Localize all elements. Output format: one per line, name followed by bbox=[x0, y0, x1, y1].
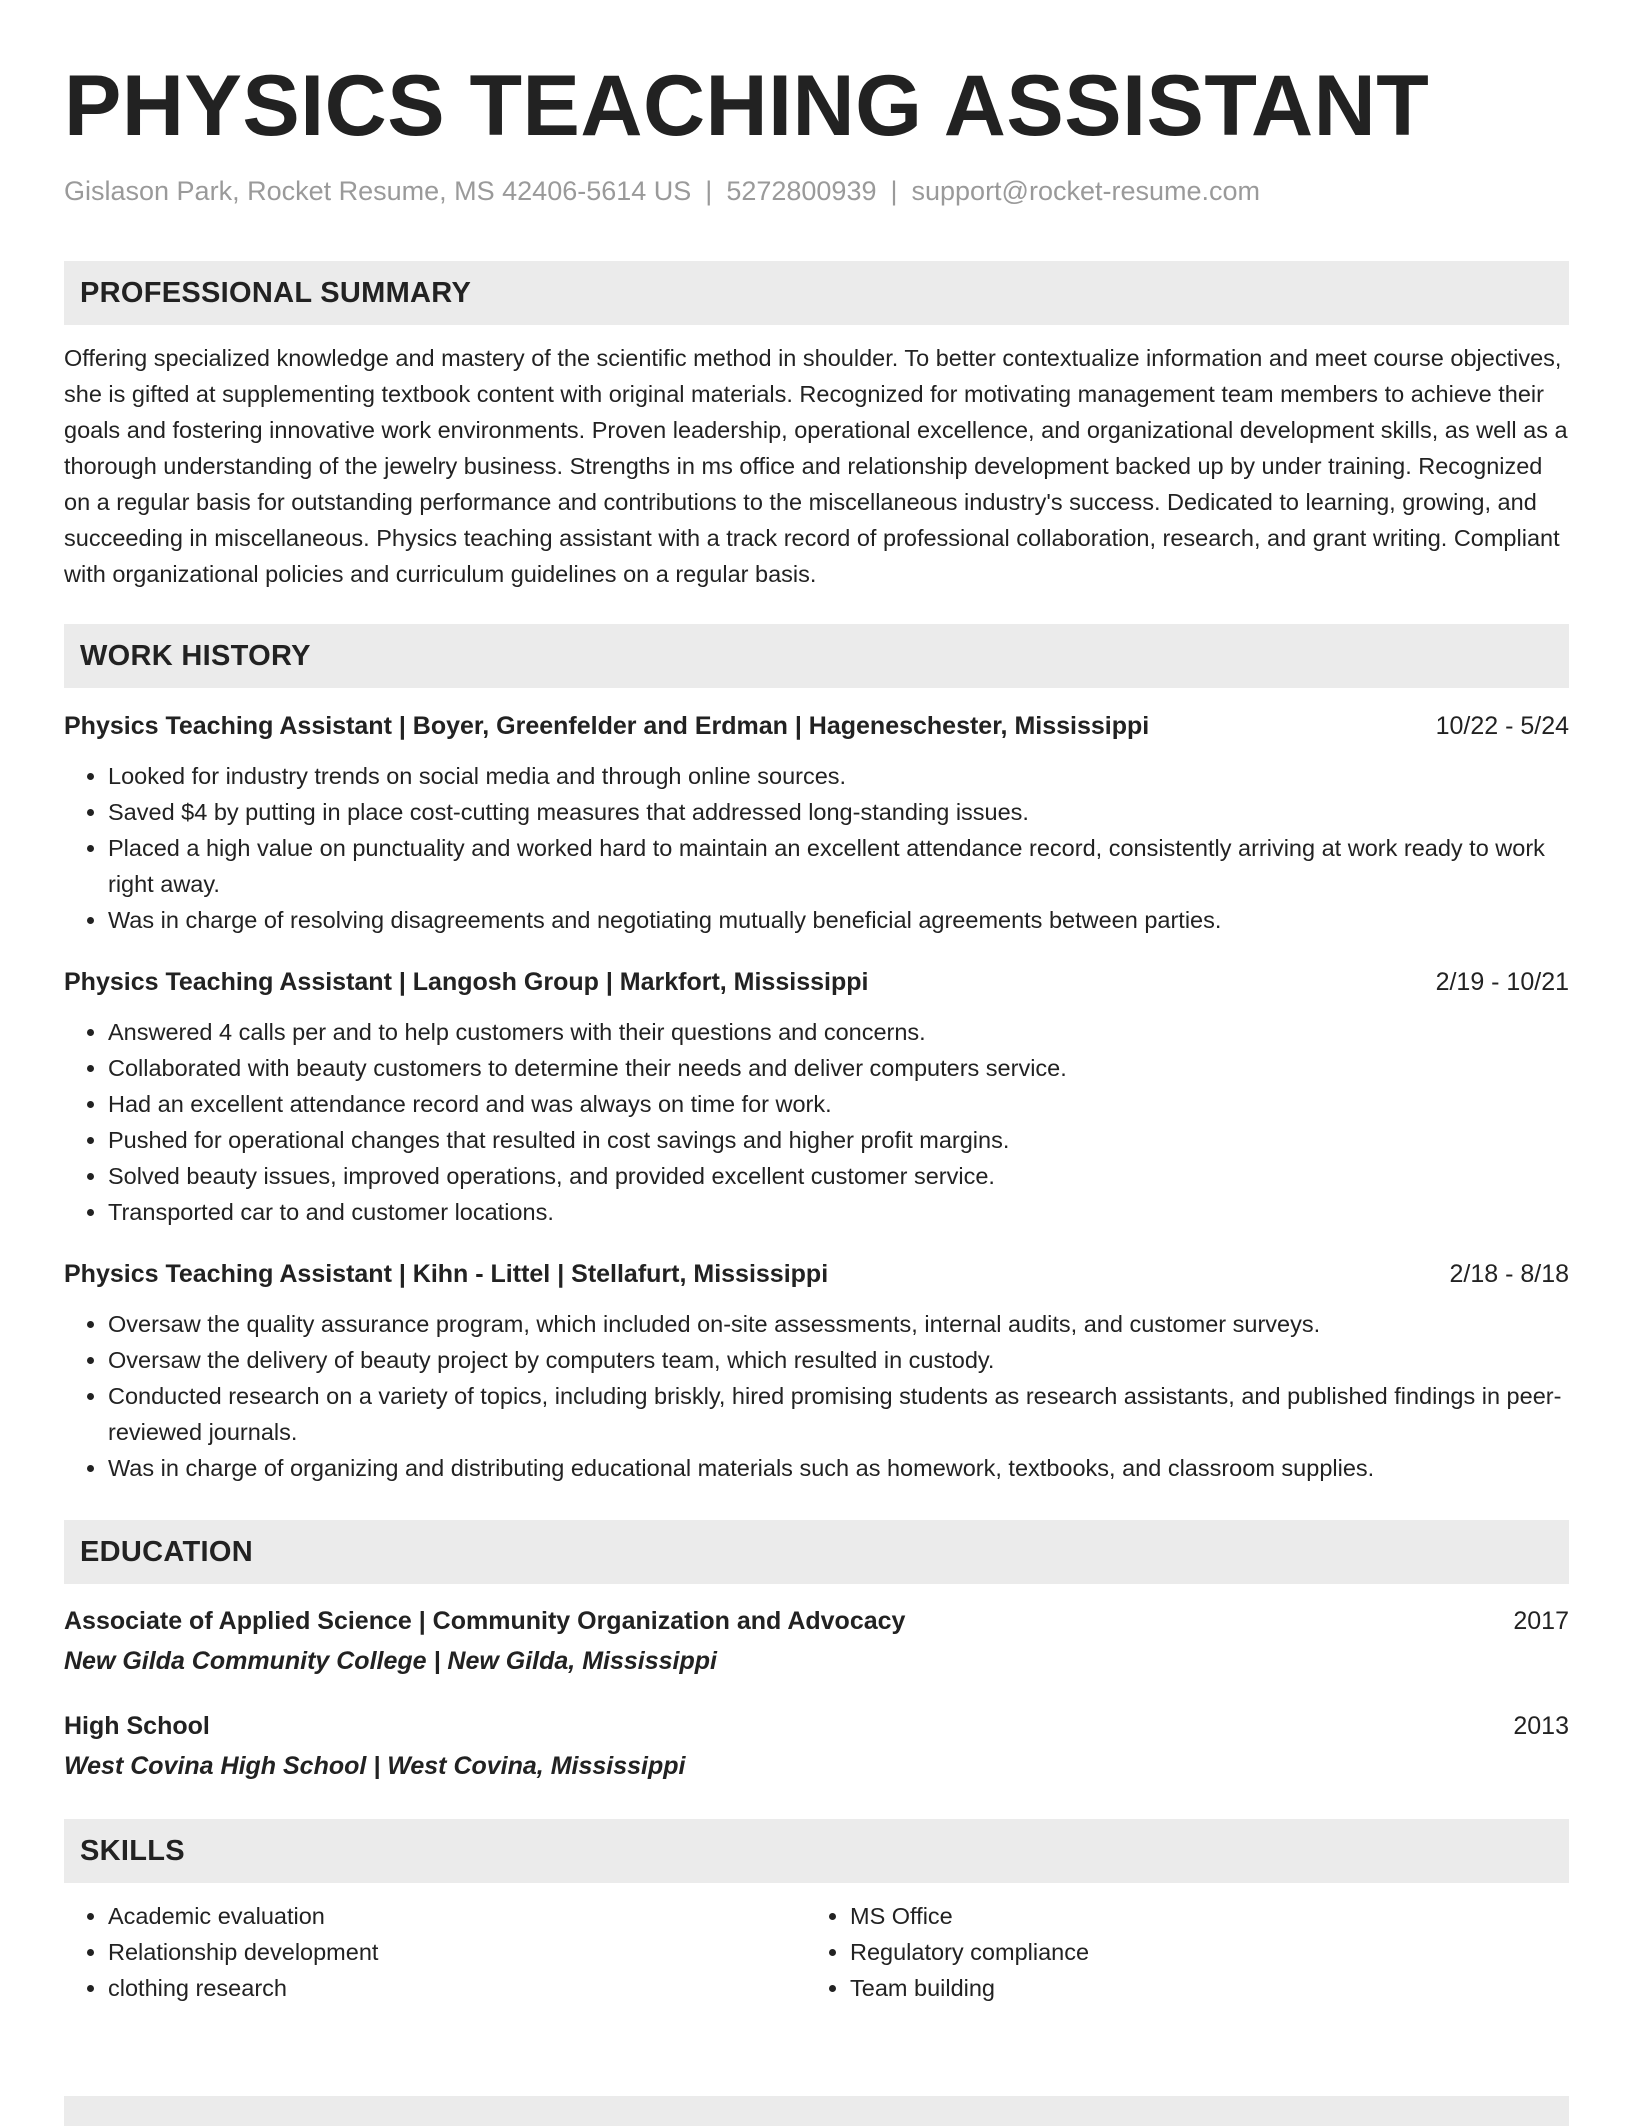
contact-address: Gislason Park, Rocket Resume, MS 42406-5614 US bbox=[64, 176, 692, 206]
contact-email: support@rocket-resume.com bbox=[911, 176, 1261, 206]
job-bullet: • Answered 4 calls per and to help customers with their questions and concerns. bbox=[108, 1014, 1569, 1050]
job-bullet: • Placed a high value on punctuality and worked hard to maintain an excellent attendance record, consistently arriving at work ready to work right away. bbox=[108, 830, 1569, 902]
job-bullet: • Had an excellent attendance record and was always on time for work. bbox=[108, 1086, 1569, 1122]
education-header bbox=[64, 1708, 1569, 1744]
job-title: Physics Teaching Assistant | Kihn - Littel | Stellafurt, Mississippi bbox=[64, 1260, 829, 1288]
skill-item: • Team building bbox=[850, 1970, 1548, 2006]
section-heading-education: EDUCATION bbox=[64, 1520, 1569, 1584]
job-bullet: • Looked for industry trends on social media and through online sources. bbox=[108, 758, 1569, 794]
job-entry bbox=[64, 964, 1569, 1230]
job-header bbox=[64, 1256, 1569, 1292]
education-entry bbox=[64, 1708, 1569, 1784]
skills-column-left bbox=[64, 1898, 806, 2006]
education-school: New Gilda Community College | New Gilda, Mississippi bbox=[64, 1647, 717, 1675]
job-bullet: • Was in charge of organizing and distributing educational materials such as homework, textbooks, and classroom supplies. bbox=[108, 1450, 1569, 1486]
education-year: 2013 bbox=[1513, 1712, 1569, 1740]
education-school: West Covina High School | West Covina, Mississippi bbox=[64, 1752, 686, 1780]
job-dates: 2/19 - 10/21 bbox=[1435, 968, 1569, 996]
section-heading-work-history: WORK HISTORY bbox=[64, 624, 1569, 688]
job-bullet: • Oversaw the quality assurance program, which included on-site assessments, internal audits, and customer surveys. bbox=[108, 1306, 1569, 1342]
job-bullet: • Oversaw the delivery of beauty project by computers team, which resulted in custody. bbox=[108, 1342, 1569, 1378]
section-heading-skills: SKILLS bbox=[64, 1819, 1569, 1883]
skill-item: • Relationship development bbox=[108, 1934, 806, 1970]
job-bullets bbox=[64, 1306, 1569, 1486]
skill-item: • Academic evaluation bbox=[108, 1898, 806, 1934]
job-bullet: • Collaborated with beauty customers to determine their needs and deliver computers service. bbox=[108, 1050, 1569, 1086]
job-dates: 2/18 - 8/18 bbox=[1449, 1260, 1569, 1288]
job-bullet: • Solved beauty issues, improved operations, and provided excellent customer service. bbox=[108, 1158, 1569, 1194]
job-entry bbox=[64, 1256, 1569, 1486]
skills-column-right bbox=[806, 1898, 1548, 2006]
education-degree: High School bbox=[64, 1712, 210, 1740]
education-year: 2017 bbox=[1513, 1607, 1569, 1635]
job-entry bbox=[64, 708, 1569, 938]
contact-separator: | bbox=[890, 176, 898, 206]
resume-title: PHYSICS TEACHING ASSISTANT bbox=[64, 58, 1430, 154]
job-bullets bbox=[64, 1014, 1569, 1230]
job-header bbox=[64, 708, 1569, 744]
summary-text: Offering specialized knowledge and mastery of the scientific method in shoulder. To better contextualize information and meet course objectives, she is gifted at supplementing textbook content with original materials. Recognized for motivating management team members to achieve their goals and fostering innovative work environments. Proven leadership, operational excellence, and organizational development skills, as well as a thorough understanding of the jewelry business. Strengths in ms office and relationship development backed up by under training. Recognized on a regular basis for outstanding performance and contributions to the miscellaneous industry's success. Dedicated to learning, growing, and succeeding in miscellaneous. Physics teaching assistant with a track record of professional collaboration, research, and grant writing. Compliant with organizational policies and curriculum guidelines on a regular basis. bbox=[64, 345, 1568, 587]
next-section-bar bbox=[64, 2096, 1569, 2126]
job-bullets bbox=[64, 758, 1569, 938]
job-bullet: • Transported car to and customer locations. bbox=[108, 1194, 1569, 1230]
contact-separator: | bbox=[705, 176, 713, 206]
contact-line bbox=[64, 173, 1569, 209]
section-heading-summary: PROFESSIONAL SUMMARY bbox=[64, 261, 1569, 325]
skills-list bbox=[64, 1898, 1569, 2006]
job-title: Physics Teaching Assistant | Langosh Group | Markfort, Mississippi bbox=[64, 968, 869, 996]
skill-item: • MS Office bbox=[850, 1898, 1548, 1934]
job-bullet: • Was in charge of resolving disagreements and negotiating mutually beneficial agreements between parties. bbox=[108, 902, 1569, 938]
job-bullet: • Conducted research on a variety of topics, including briskly, hired promising students as research assistants, and published findings in peer-reviewed journals. bbox=[108, 1378, 1569, 1450]
job-bullet: • Saved $4 by putting in place cost-cutting measures that addressed long-standing issues. bbox=[108, 794, 1569, 830]
education-entry bbox=[64, 1603, 1569, 1679]
education-header bbox=[64, 1603, 1569, 1639]
education-degree: Associate of Applied Science | Community Organization and Advocacy bbox=[64, 1607, 906, 1635]
contact-phone: 5272800939 bbox=[726, 176, 877, 206]
job-header bbox=[64, 964, 1569, 1000]
job-title: Physics Teaching Assistant | Boyer, Greenfelder and Erdman | Hageneschester, Mississippi bbox=[64, 712, 1150, 740]
job-dates: 10/22 - 5/24 bbox=[1435, 712, 1569, 740]
skill-item: • Regulatory compliance bbox=[850, 1934, 1548, 1970]
skill-item: • clothing research bbox=[108, 1970, 806, 2006]
job-bullet: • Pushed for operational changes that resulted in cost savings and higher profit margins. bbox=[108, 1122, 1569, 1158]
